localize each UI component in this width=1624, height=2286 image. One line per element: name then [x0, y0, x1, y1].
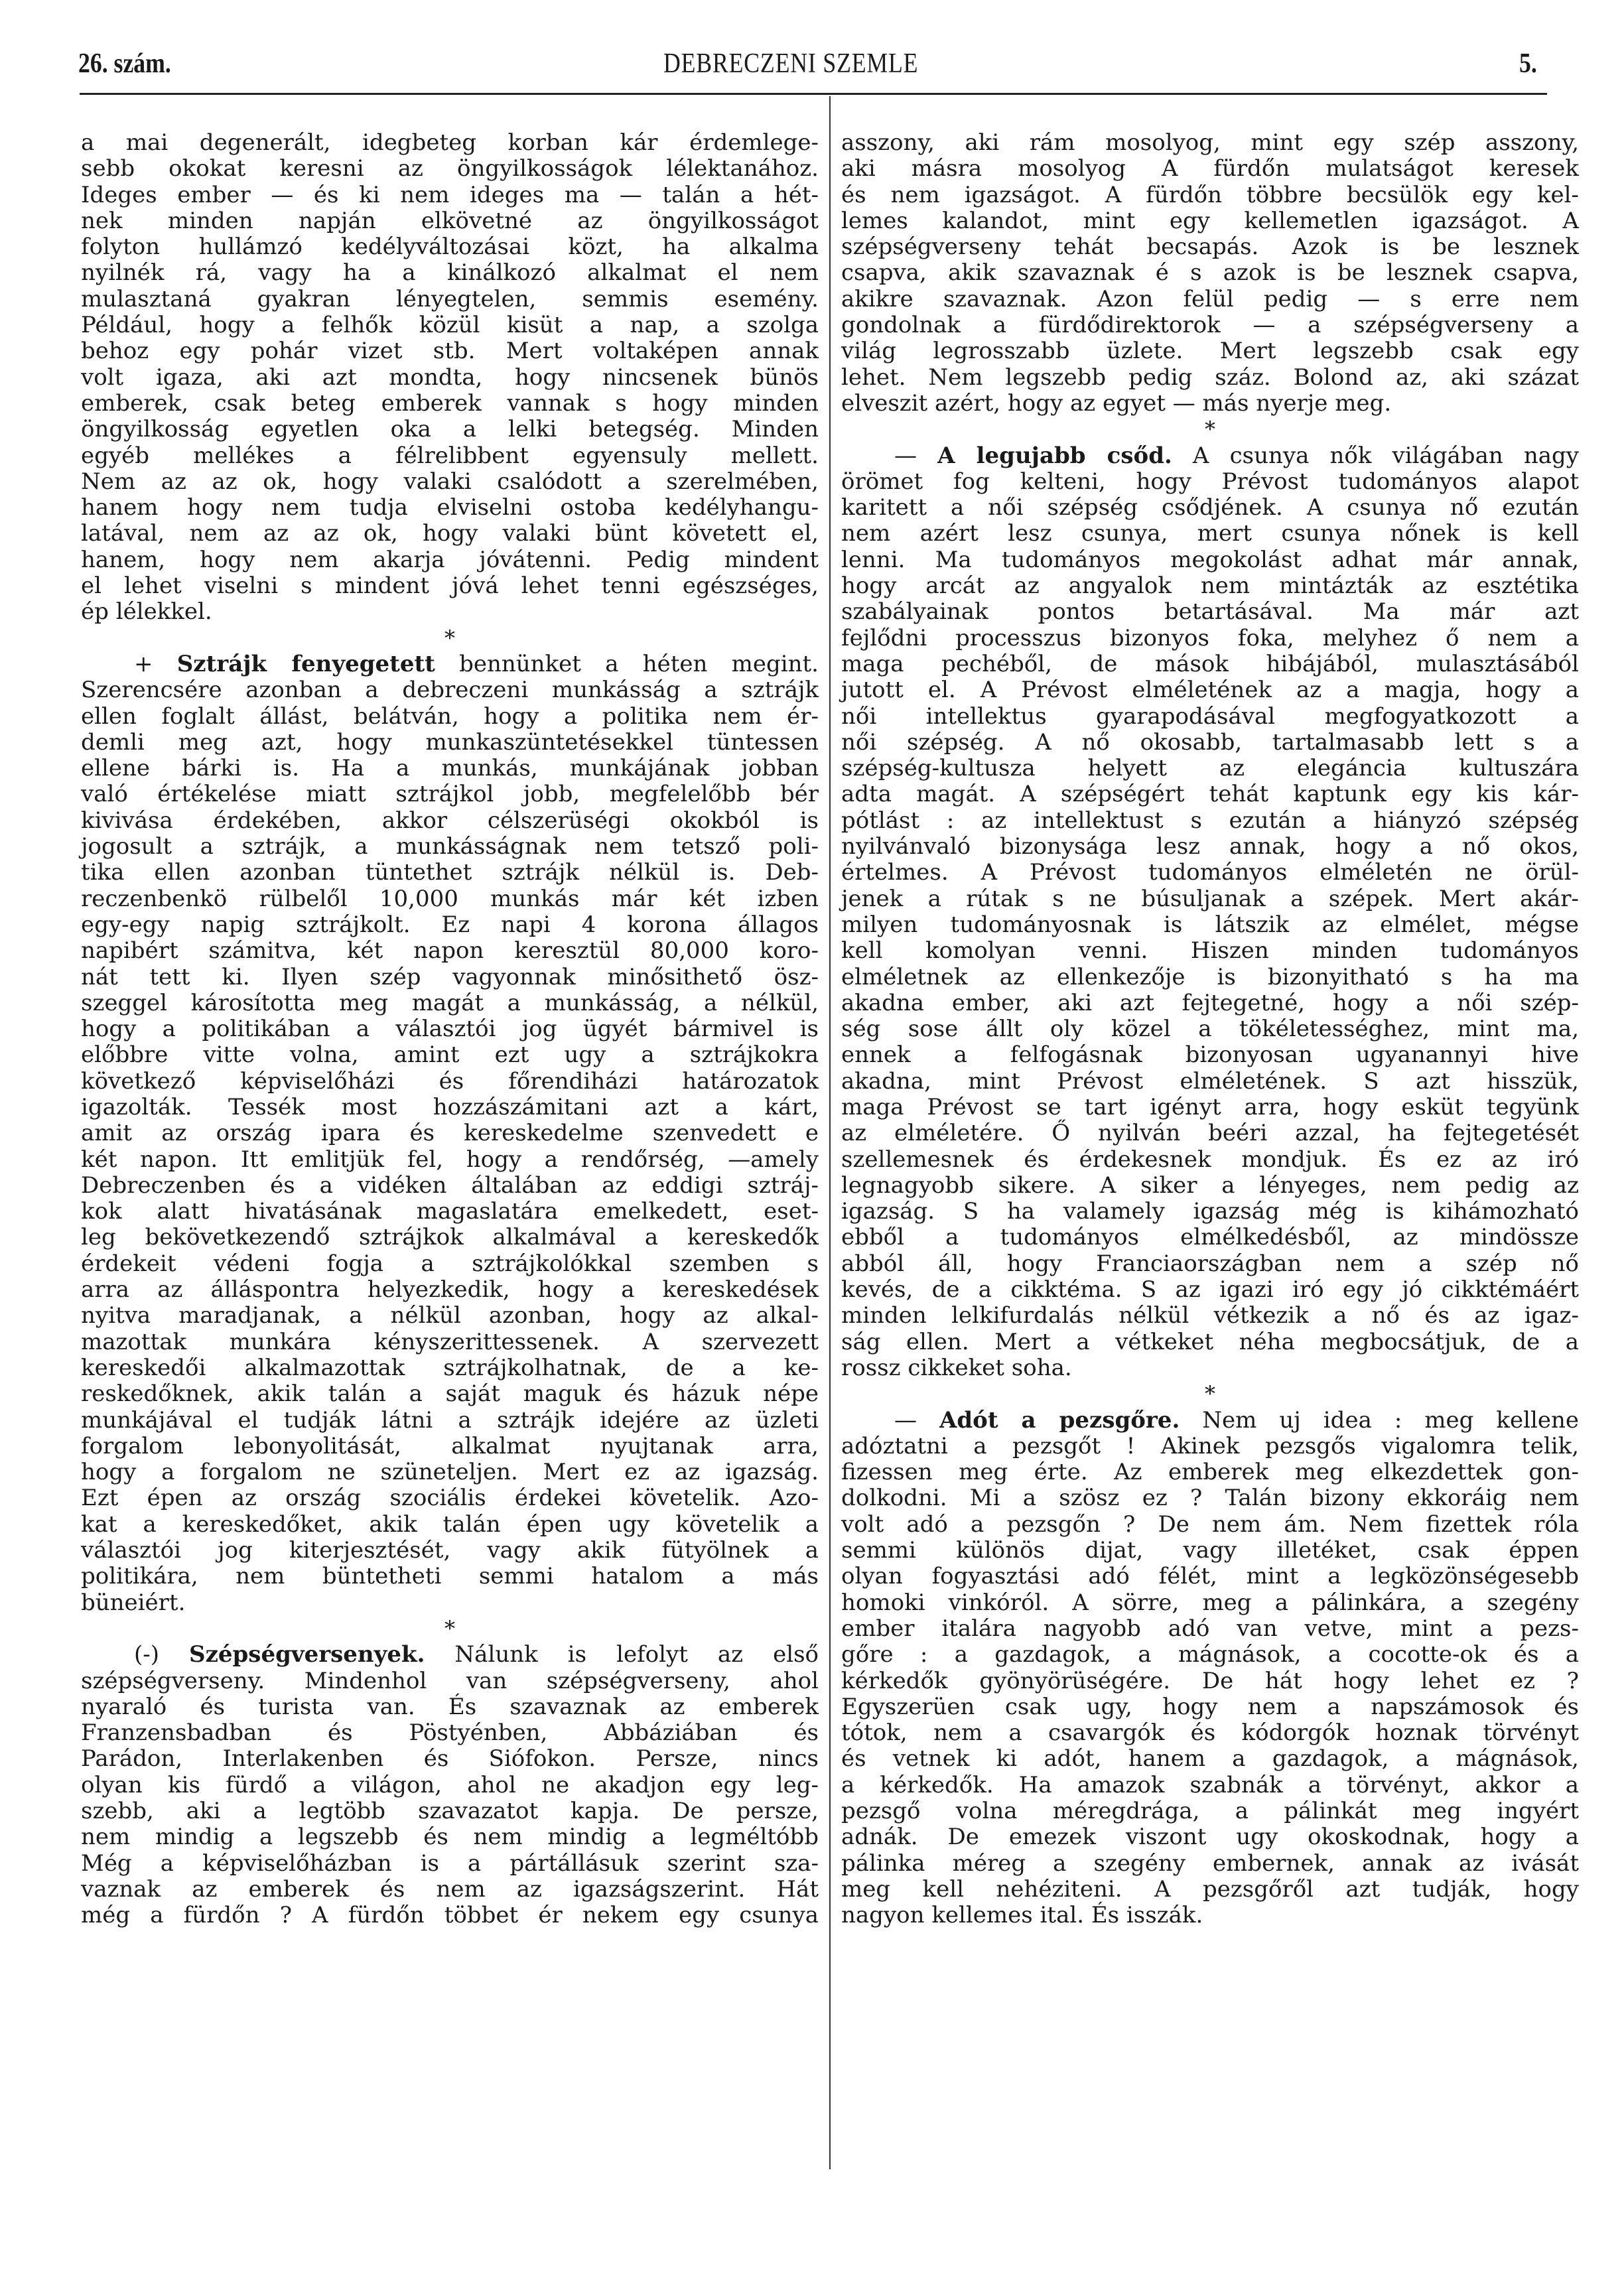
text-line: latával, nem az az ok, hogy valaki bünt követett el, — [81, 520, 819, 547]
text-line: olyan kis fürdő a világon, ahol ne akadjon egy leg- — [81, 1771, 819, 1798]
text-line: hogy a forgalom ne szüneteljen. Mert ez az igazság. — [81, 1459, 819, 1486]
text-line: dolkodni. Mi a szösz ez ? Talán bizony ekkoráig nem — [841, 1485, 1579, 1512]
text-line: nyilvánvaló bizonysága lesz annak, hogy a nő okos, — [841, 833, 1579, 860]
text-line: akadna ember, aki azt fejtegetné, hogy a női szép- — [841, 989, 1579, 1016]
text-line: volt adó a pezsgőn ? De nem ám. Nem fizettek róla — [841, 1511, 1579, 1538]
text-line: csapva, akik szavaznak é s azok is be lesznek csapva, — [841, 259, 1579, 287]
text-line: szépségverseny. Mindenhol van szépségverseny, ahol — [81, 1667, 819, 1694]
text-line: ép lélekkel. — [81, 598, 212, 626]
text-line: milyen tudományosnak is látszik az elmélet, mégse — [841, 911, 1579, 938]
text-line: egyéb mellékes a félrelibbent egyensuly mellett. — [81, 442, 819, 469]
text-line: hogy arcát az angyalok nem mintázták az esztétika — [841, 572, 1579, 600]
text-line: jenek a rútak s ne búsuljanak a szépek. Mert akár- — [841, 885, 1579, 912]
text-line: és nem igazságot. A fürdőn többre becsülök egy kel- — [841, 181, 1579, 208]
newspaper-title: DEBRECZENI SZEMLE — [663, 48, 919, 79]
text-line: akadna, mint Prévost elméletének. S azt hisszük, — [841, 1067, 1579, 1095]
text-line: nagyon kellemes ital. És isszák. — [841, 1902, 1203, 1929]
lead-marker: (-) — [134, 1641, 190, 1668]
text-line: Például, hogy a felhők közül kisüt a nap, a szolga — [81, 312, 819, 339]
text-line: tótok, nem a csavargók és kódorgók hoznak törvényt — [841, 1719, 1579, 1747]
text-line: kevés, de a cikktéma. S az igazi iró egy jó cikktémáért — [841, 1276, 1579, 1304]
text-line: lenni. Ma tudományos megokolást adhat már annak, — [841, 546, 1579, 573]
text-line: jutott el. A Prévost elméletének az a magja, hogy a — [841, 677, 1579, 704]
text-line — [841, 1408, 1579, 1434]
text-line: behoz egy pohár vizet stb. Mert voltaképen annak — [81, 338, 819, 365]
text-line: igazság. S ha valamely igazság még is kihámozható — [841, 1198, 1579, 1225]
text-line: értelmes. A Prévost tudományos elméletén ne örül- — [841, 859, 1579, 886]
text-line: homoki vinkóról. A sörre, meg a pálinkára, a szegény — [841, 1589, 1579, 1616]
text-line: két napon. Itt emlitjük fel, hogy a rendőrség, —amely — [81, 1146, 819, 1173]
text-line: legnagyobb sikere. A siker a lényeges, nem pedig az — [841, 1172, 1579, 1199]
text-line: arra az álláspontra helyezkedik, hogy a kereskedések — [81, 1276, 819, 1304]
text-line: emberek, csak beteg emberek vannak s hogy minden — [81, 389, 819, 417]
page-number: 5. — [1519, 48, 1537, 79]
text-line — [841, 443, 1579, 469]
text-line: Parádon, Interlakenben és Siófokon. Persze, nincs — [81, 1745, 819, 1773]
article-paragraph — [841, 130, 1579, 417]
text-line: Szerencsére azonban a debreczeni munkásság a sztrájk — [81, 677, 819, 704]
line-text: A csunya nők világában nagy — [1172, 442, 1579, 469]
text-line: munkájával el tudják látni a sztrájk idejére az üzleti — [81, 1406, 819, 1434]
text-line: folyton hullámzó kedélyváltozásai közt, ha alkalma — [81, 234, 819, 261]
text-line: nyaraló és turista van. És szavaznak az emberek — [81, 1693, 819, 1720]
text-line: adnák. De emezek viszont ugy okoskodnak, hogy a — [841, 1824, 1579, 1851]
text-line: előbbre vitte volna, amint ezt ugy a sztrájkokra — [81, 1042, 819, 1069]
text-line: hanem hogy nem tudja elviselni ostoba kedélyhangu- — [81, 494, 819, 521]
text-line: érdekeit védeni fogja a sztrájkolókkal szemben s — [81, 1250, 819, 1277]
text-line: elméletnek az ellenkezője is bizonyitható s ha ma — [841, 963, 1579, 990]
article-heading: A legujabb csőd. — [937, 442, 1172, 469]
text-line: olyan fogyasztási adó félét, mint a legközönségesebb — [841, 1563, 1579, 1590]
text-line: nát tett ki. Ilyen szép vagyonnak minősithető ösz- — [81, 963, 819, 990]
text-line: jogosult a sztrájk, a munkásságnak nem tetsző poli- — [81, 833, 819, 860]
text-line: maga Prévost se tart igényt arra, hogy esküt tegyünk — [841, 1093, 1579, 1120]
text-line: rossz cikkeket soha. — [841, 1354, 1072, 1381]
text-line: akikre szavaznak. Azon felül pedig — s erre nem — [841, 285, 1579, 312]
text-line: vaznak az emberek és nem az igazságszerint. Hát — [81, 1875, 819, 1903]
text-line: kereskedői alkalmazottak sztrájkolhatnak, de a ke- — [81, 1354, 819, 1381]
text-line: Ideges ember — és ki nem ideges ma — talán a hét- — [81, 181, 819, 208]
text-line: mazottak munkára kényszerittessenek. A szervezett — [81, 1328, 819, 1355]
text-line: szépségverseny tehát becsapás. Azok is be lesznek — [841, 234, 1579, 261]
article-heading: Szépségversenyek. — [189, 1641, 425, 1668]
column-divider — [829, 96, 831, 2169]
text-line: Ezt épen az ország szociális érdekei követelik. Azo- — [81, 1485, 819, 1512]
text-line: nyilnék rá, vagy ha a kinálkozó alkalmat el nem — [81, 259, 819, 287]
text-line: Franzensbadban és Pöstyénben, Abbáziában és — [81, 1719, 819, 1747]
text-line: Még a képviselőházban is a pártállásuk szerint sza- — [81, 1849, 819, 1877]
text-line: nem azért lesz csunya, mert csunya nőnek is kell — [841, 520, 1579, 547]
text-line: világ legrosszabb üzlete. Mert legszebb csak egy — [841, 338, 1579, 365]
text-line: maga pechéből, de mások hibájából, mulasztásából — [841, 650, 1579, 677]
text-line: abból áll, hogy Franciaországban nem a szép nő — [841, 1250, 1579, 1277]
text-line: lehet. Nem legszebb pedig száz. Bolond az, aki százat — [841, 364, 1579, 391]
text-line: ennek a felfogásnak bizonyosan ugyanannyi hive — [841, 1042, 1579, 1069]
text-line — [81, 1642, 819, 1668]
text-line: volt igaza, aki azt mondta, hogy nincsenek bünös — [81, 364, 819, 391]
text-line: fejlődni processzus bizonyos foka, melyhez ő nem a — [841, 624, 1579, 651]
text-line: nyitva maradjanak, a nélkül azonban, hogy az alkal- — [81, 1302, 819, 1329]
text-line: való értékelése miatt sztrájkol jobb, megfelelőbb bér — [81, 781, 819, 808]
text-line: igazolták. Tessék most hozzászámitani azt a kárt, — [81, 1093, 819, 1120]
article-heading: Adót a pezsgőre. — [939, 1406, 1180, 1434]
article-paragraph — [841, 1408, 1579, 1929]
text-line: pálinka méreg a szegény embernek, annak az ivását — [841, 1849, 1579, 1877]
text-line: szépség-kultusza helyett az elegáncia kultuszára — [841, 755, 1579, 782]
text-line: fizessen meg érte. Az emberek meg elkezdettek gon- — [841, 1459, 1579, 1486]
text-line: minden lelkifurdalás nélkül vétkezik a nő és az igaz- — [841, 1302, 1579, 1329]
text-line: még a fürdőn ? A fürdőn többet ér nekem egy csunya — [81, 1902, 819, 1929]
lead-marker: + — [134, 650, 177, 677]
text-line: szabályainak pontos betartásával. Ma már azt — [841, 598, 1579, 626]
text-line: következő képviselőházi és főrendiházi határozatok — [81, 1067, 819, 1095]
text-line: forgalom lebonyolitását, alkalmat nyujtanak arra, — [81, 1432, 819, 1459]
text-line: amit az ország ipara és kereskedelme szenvedett e — [81, 1120, 819, 1147]
article-paragraph — [81, 651, 819, 1616]
text-line: kérkedők gyönyörüségére. De hát hogy lehet ez ? — [841, 1667, 1579, 1694]
text-line: szeggel károsította meg magát a munkásság, a nélkül, — [81, 989, 819, 1016]
text-line: a mai degenerált, idegbeteg korban kár érdemlege- — [81, 129, 819, 156]
text-line: ellene bárki is. Ha a munkás, munkájának jobban — [81, 755, 819, 782]
text-line: szebb, aki a legtöbb szavazatot kapja. De persze, — [81, 1798, 819, 1824]
left-column — [81, 130, 819, 1928]
text-line: gőre : a gazdagok, a mágnások, a cocotte-ok és a — [841, 1641, 1579, 1668]
text-line: sebb okokat keresni az öngyilkosságok lélektanához. — [81, 155, 819, 182]
text-line: reczenbenkö rülbelől 10,000 munkás már két izben — [81, 885, 819, 912]
line-text: Nem uj idea : meg kellene — [1180, 1406, 1579, 1434]
text-line: ség sose állt oly közel a tökéletességhez, mint ma, — [841, 1016, 1579, 1043]
text-line: nek minden napján elkövetné az öngyilkosságot — [81, 207, 819, 234]
text-line: kok alatt hivatásának magaslatára emelkedett, eset- — [81, 1198, 819, 1225]
text-line: női szépség. A nő okosabb, tartalmasabb lett s a — [841, 728, 1579, 756]
text-line: és vetnek ki adót, hanem a gazdagok, a mágnások, — [841, 1745, 1579, 1773]
section-separator: * — [444, 625, 455, 651]
text-line: egy-egy napig sztrájkolt. Ez napi 4 korona állagos — [81, 911, 819, 938]
lead-marker: — — [894, 442, 938, 469]
text-line: kell komolyan venni. Hiszen minden tudományos — [841, 937, 1579, 965]
text-line: reskedőknek, akik talán a saját maguk és házuk népe — [81, 1380, 819, 1408]
text-line: büneiért. — [81, 1589, 186, 1616]
text-line: gondolnak a fürdődirektorok — a szépségverseny a — [841, 312, 1579, 339]
text-line: ember italára nagyobb adó van vetve, mint a pezs- — [841, 1615, 1579, 1642]
text-line: hogy a politikában a választói jog ügyét bármivel is — [81, 1016, 819, 1043]
text-line: Nem az az ok, hogy valaki csalódott a szerelmében, — [81, 468, 819, 495]
article-paragraph — [81, 1642, 819, 1928]
right-column — [841, 130, 1579, 1928]
header-rule — [80, 93, 1547, 95]
section-separator: * — [1205, 1381, 1215, 1407]
text-line: a kérkedők. Ha amazok szabnák a törvényt, akkor a — [841, 1771, 1579, 1798]
text-line: asszony, aki rám mosolyog, mint egy szép asszony, — [841, 129, 1579, 156]
text-line: öngyilkosság egyetlen oka a lelki betegség. Minden — [81, 416, 819, 443]
issue-number: 26. szám. — [78, 48, 171, 79]
text-line: örömet fog kelteni, hogy Prévost tudományos alapot — [841, 468, 1579, 495]
text-line: elveszit azért, hogy az egyet — más nyerje meg. — [841, 389, 1392, 417]
text-line: hanem, hogy nem akarja jóvátenni. Pedig mindent — [81, 546, 819, 573]
article-paragraph — [841, 443, 1579, 1382]
text-line: mulasztaná gyakran lényegtelen, semmis esemény. — [81, 285, 819, 312]
text-line: demli meg azt, hogy munkaszüntetésekkel tüntessen — [81, 728, 819, 756]
text-line: nem mindig a legszebb és nem mindig a legméltóbb — [81, 1824, 819, 1851]
text-line: karitett a női szépség csődjének. A csunya nő ezután — [841, 494, 1579, 521]
article-heading: Sztrájk fenyegetett — [176, 650, 435, 677]
text-line: lemes kalandot, mint egy kellemetlen igazságot. A — [841, 207, 1579, 234]
text-line: pezsgő volna méregdrága, a pálinkát meg ingyért — [841, 1798, 1579, 1824]
text-line: napibért számitva, két napon keresztül 80,000 koro- — [81, 937, 819, 965]
line-text: Nálunk is lefolyt az első — [425, 1641, 819, 1668]
text-line: el lehet viselni s mindent jóvá lehet tenni egészséges, — [81, 572, 819, 600]
text-line — [81, 651, 819, 677]
text-line: tika ellen azonban tüntethet sztrájk nélkül is. Deb- — [81, 859, 819, 886]
text-line: ellen foglalt állást, belátván, hogy a politika nem ér- — [81, 703, 819, 730]
text-line: ebből a tudományos elmélkedésből, az mindössze — [841, 1224, 1579, 1251]
text-line: aki másra mosolyog A fürdőn mulatságot keresek — [841, 155, 1579, 182]
text-line: leg bekövetkezendő sztrájkok alkalmával a kereskedők — [81, 1224, 819, 1251]
text-line: adta magát. A szépségért tehát kaptunk egy kis kár- — [841, 781, 1579, 808]
text-line: semmi különös dijat, vagy illetéket, csak éppen — [841, 1537, 1579, 1564]
text-line: női intellektus gyarapodásával megfogyatkozott a — [841, 703, 1579, 730]
text-line: pótlást : az intellektust s ezután a hiányzó szépség — [841, 807, 1579, 834]
line-text: bennünket a héten megint. — [435, 650, 819, 677]
section-separator: * — [1205, 417, 1215, 442]
text-line: szellemesnek és érdekesnek mondjuk. És ez az iró — [841, 1146, 1579, 1173]
text-line: adóztatni a pezsgőt ! Akinek pezsgős vigalomra telik, — [841, 1432, 1579, 1459]
text-line: ság ellen. Mert a vétkeket néha megbocsátjuk, de a — [841, 1328, 1579, 1355]
text-line: Debreczenben és a vidéken általában az eddigi sztráj- — [81, 1172, 819, 1199]
lead-marker: — — [894, 1406, 939, 1434]
text-line: meg kell nehéziteni. A pezsgőről azt tudják, hogy — [841, 1875, 1579, 1903]
section-separator: * — [444, 1615, 455, 1641]
text-line: kat a kereskedőket, akik talán épen ugy követelik a — [81, 1511, 819, 1538]
text-line: kivivása érdekében, akkor célszerüségi okokból is — [81, 807, 819, 834]
text-line: választói jog kiterjesztését, vagy akik fütyölnek a — [81, 1537, 819, 1564]
text-line: az elméletére. Ő nyilván beéri azzal, ha fejtegetését — [841, 1120, 1579, 1147]
article-paragraph — [81, 130, 819, 626]
text-line: politikára, nem büntetheti semmi hatalom a más — [81, 1563, 819, 1590]
text-line: Egyszerüen csak ugy, hogy nem a napszámosok és — [841, 1693, 1579, 1720]
